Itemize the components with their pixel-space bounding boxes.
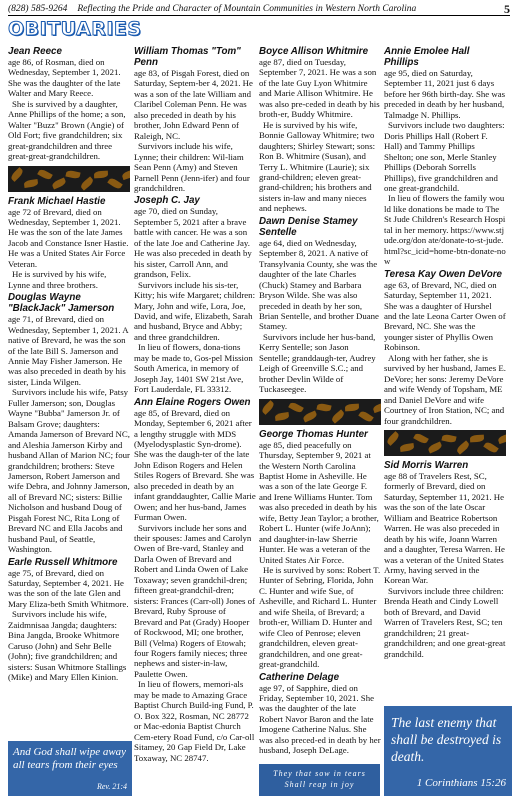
leaf-icon: [427, 441, 443, 453]
obituary-text: [384, 68, 506, 267]
obituary-paragraph: age 63, of Brevard, NC, died on Saturday, September 11, 2021. She was a daughter of Hurshel and the late Leona Carter Owen of Brevard, NC. She was the younger sister of Phyllis Owen Robinson.: [384, 279, 506, 353]
leaf-icon: [483, 441, 499, 455]
leaf-icon: [316, 402, 331, 412]
obituary-paragraph: age 83, of Pisgah Forest, died on Saturday, Septem-ber 4, 2021. He was a son of the late William and Claribel Coleman Penn. He was also preceded in death by his brother, John Edward Penn of Raleigh, NC.: [134, 68, 253, 141]
obituary-name: George Thomas Hunter: [259, 428, 368, 440]
verse-box-revelation: [8, 741, 132, 796]
leaf-icon: [345, 403, 359, 411]
verse-text: They that sow in tears Shall reap in joy: [273, 769, 366, 789]
obituary-paragraph: age 64, died on Wednesday, September 8, 2021. A native of Transylvania County, she was the daughter of the late Charles (Chuck) Stamey and Barbara Bryson Wilde. She was also preceded in death by her son, Brian Sentelle, and brother Duane Stamey.: [259, 237, 379, 332]
page-header: [8, 3, 510, 16]
leaf-icon: [275, 412, 290, 421]
obituary-paragraph: age 71, of Brevard, died on Wednesday, September 1, 2021. A native of Brevard, he was the son of the late Bill S. Jamerson and Annie May Fisher Jamerson. He was also preceded in death by his sister, Linda Wilgen.: [8, 314, 129, 387]
obituary-paragraph: age 70, died on Sunday, September 5, 2021 after a brave battle with cancer. He was a son of the late Joe and Catherine Jay. He was also preceded in death by his sister, Carroll Ann, and grandson, Felix.: [134, 206, 252, 280]
obituary-text: [134, 68, 256, 193]
verse-box-corinthians: [384, 706, 512, 796]
obituary-name: Jean Reece: [8, 46, 62, 57]
leaf-icon: [261, 400, 276, 415]
obituary-name: Teresa Kay Owen DeVore: [384, 268, 502, 280]
obituary-text: [8, 568, 130, 683]
leaf-divider-image: [259, 399, 381, 425]
obituary-text: [259, 57, 381, 214]
obituary-name: William Thomas "Tom" Penn: [134, 46, 241, 68]
verse-box-psalm: [259, 764, 380, 796]
obituary-name: Ann Elaine Rogers Owen: [134, 396, 251, 408]
obituary-text: [8, 207, 130, 291]
obituary-paragraph: Survivors include her sons and their spouses: James and Carolyn Owen of Bre-vard, Stanley and Darla Owen of Brevard and Robert and Linda Owen of Lake Toxaway; seven grandchil-dren; fifteen great-grandchil-dren; sisters: Frances (Carr-oll) Jones of Brevard, Ruby Sprouse of Brevard and Pat (Grady) Hooper of Rockwood, MI; one brother, Bill (Velma) Rogers of Etowah; four Rogers family nieces; three nephews and sister-in-law, Paulette Owen.: [134, 522, 255, 679]
obituary-text: [259, 238, 381, 395]
obituary-paragraph: Along with her father, she is survived by her husband, James E. DeVore; her sons: Jeremy DeVore and wife Wendy of Topsham, ME and Daniel DeVore and wife Courtney of Iron Station, NC; and four grandchildren.: [384, 352, 506, 426]
obituary-paragraph: age 88 of Travelers Rest, SC, formerly of Brevard, died on Saturday, September 11, 2021. He was the son of the late Oscar William and Beatrice Robertson Warren. He was also preceded in death by his wife, Joann Warren and a daughter, Teresa Warren. He was a veteran of the United States Army, having served in the Korean War.: [384, 470, 505, 586]
leaf-divider-image: [8, 166, 130, 192]
leaf-icon: [10, 167, 25, 182]
verse-text: The last enemy that shall be destroyed is death.: [391, 715, 502, 764]
header-phone: (828) 585-9264: [8, 4, 68, 14]
obituary-name: Frank Michael Hastie: [8, 195, 106, 207]
obituary-paragraph: In lieu of flowers the family would like donations be made to The St Jude Children's Research Hospital in her memory. https://www.stjude.org/don ate/donate-to-st-jude.html?sc_icid=home-btn-donate-now: [384, 193, 506, 267]
leaf-icon: [107, 176, 123, 190]
obituary-name: Sid Morris Warren: [384, 459, 469, 471]
header-tagline: Reflecting the Pride and Character of Mountain Communities in Western North Carolina: [77, 4, 417, 14]
obituary-text: [384, 471, 506, 659]
obituary-paragraph: age 87, died on Tuesday, September 7, 2021. He was a son of the late Guy Lyon Whitmire and Marie Allison Whitmire. He was also pre-ceded in death by his broth-er, Buddy Whitmire.: [259, 57, 380, 120]
obituary-name: Dawn Denise Stamey Sentelle: [259, 215, 358, 238]
leaf-icon: [358, 409, 374, 423]
obituary-paragraph: age 72 of Brevard, died on Wednesday, September 1, 2021. He was the son of the late James Jacob and Constance Isner Hastie. He was a United States Air Force Veteran.: [8, 206, 129, 269]
obituary-paragraph: Survivors include his wife, Lynne; their children: Wil-liam Sean Penn (Amy) and Steven Parnell Penn (Jenn-ifer) and four grandchildren.: [134, 141, 250, 193]
verse-text: And God shall wipe away all tears from their eyes: [13, 746, 127, 771]
obituary-name: Earle Russell Whitmore: [8, 556, 118, 568]
obituary-paragraph: Survivors include two daughters: Doris Phillips Hall (Robert F. Hall) and Tammy Phillips Shelton; one son, Merle Stanley Phillips (Deborah Sorrells Phillips), five grandchildren and one great-grandchild.: [384, 120, 505, 193]
obituary-text: [259, 683, 381, 756]
obituary-paragraph: age 85, died peacefully on Thursday, September 9, 2021 at the Western North Carolina Baptist Home in Asheville. He was a son of the late George F. and Irene Williams Hunter. Tom was also preceded in death by his wife, Betty Jean Taylor; a brother, Robert L. Hunter (wife JoAnn); and daughter-in-law Sherrie Hunter. He was a veteran of the United States Air Force.: [259, 439, 379, 565]
section-title-text: OBITUARIES: [8, 18, 142, 40]
column-3: [259, 44, 381, 756]
leaf-icon: [79, 176, 94, 190]
obituary-paragraph: age 85, of Brevard, died on Monday, September 6, 2021 after a lengthy struggle with MDS (Myelodysplastic Syn-drome). She was the daugh-ter of the late John Edison Rogers and Helen Stiles Rogers of Brevard. She was also preceded in death by an infant granddaughter, Callie Marie Owen; and her hus-band, James Furman Owen.: [134, 407, 256, 523]
leaf-icon: [413, 432, 429, 445]
leaf-icon: [37, 168, 53, 181]
obituary-paragraph: Survivors include his wife, Zaidmnisaa Jangda; daughters: Bina Jangda, Brooke Whitmore Caruso (John) and Sehr Belle (John); five grandchildren; and sisters: Susan Whitmore Stallings (Mike) and Mary Ellen Kinion.: [8, 609, 127, 683]
section-title: [8, 18, 142, 40]
obituary-text: [8, 57, 130, 162]
leaf-icon: [51, 177, 67, 189]
verse-reference: 1 Corinthians 15:26: [416, 777, 506, 789]
obituary-text: [8, 314, 130, 554]
obituary-name: Joseph C. Jay: [134, 195, 200, 207]
obituary-paragraph: He is survived by sons: Robert T. Hunter of Sebring, Florida, John C. Hunter and wife Sue, of Asheville, and Richard L. Hunter and wife Sheila, of Brevard; a broth-er, William D. Hunter and wife Cleo of Penrose; eleven grandchildren, eleven great-grandchildren, and one great-great-grandchild.: [259, 565, 381, 670]
obituary-paragraph: age 97, of Sapphire, died on Friday, September 10, 2021. She was the daughter of the late Robert Navor Baron and the late Imogene Catherine Nalus. She was also preced-ed in death by her husband, Joseph DeLage.: [259, 682, 381, 756]
leaf-divider-image: [384, 430, 506, 456]
leaf-icon: [121, 168, 130, 179]
obituary-paragraph: Survivors include three children: Brenda Heath and Cindy Lowell both of Brevard, and David Warren of Travelers Rest, SC; ten grandchildren; 21 great-grandchildren; and one great-great grandchild.: [384, 585, 506, 659]
obituary-paragraph: He is survived by his wife, Bonnie Galloway Whitmire; two daughters; Shirley Stewart; sons: Ron B. Whitmire (Susan), and Terry L. Whitmire (Laurie); six grand-children; eleven great-grand-children; his brothers and sisters in-law and many nieces and nephews.: [259, 119, 376, 214]
obituary-name: Catherine Delage: [259, 671, 340, 683]
leaf-icon: [372, 402, 381, 413]
obituary-paragraph: Survivors include his sis-ter, Kitty; his wife Margaret; children: Mary, John and wife, Lora, Joe, David, and wife, Elizabeth, Sarah and husband, Bryce and Abby; and three grandchildren.: [134, 279, 256, 342]
obituary-paragraph: In lieu of flowers, memori-als may be made to Amazing Grace Baptist Church Build-ing Fund, P. O. Box 322, Rosman, NC 28772 or Mac-edonia Baptist Church Cem-etery Road Fund, c/o Car-oll Sitamey, 20 Gap Field Dr, Lake Toxaway, NC 28747.: [134, 679, 255, 763]
obituary-paragraph: age 95, died on Saturday, September 11, 2021 just 6 days before her 96th birth-day. She was preceded in death by her husband, Talmadge N. Phillips.: [384, 68, 506, 120]
leaf-icon: [386, 431, 401, 446]
leaf-icon: [441, 433, 456, 443]
leaf-icon: [94, 170, 108, 178]
obituary-name: Boyce Allison Whitmire: [259, 46, 369, 57]
obituary-paragraph: Survivors include his wife, Patsy Fuller Jamerson; son, Douglas Wayne "Bubba" Jamerson Jr. of Balsam Grove; daughters: Amanda Jamerson of Brevard NC, and Aleshia Jamerson Kirby and husband Allan of Marion NC; four grandchildren; brothers: Steve Jamerson, Robert Jamerson and wife Debra, and Johnny Jamerson, all of Brevard NC; sisters: Billie Nicholson and husband Doug of Pisgah Forest NC, Rita Long of Brevard NC and Ella Jacobs and husband Paul, of Seattle, Washington.: [8, 387, 130, 555]
page-number: 5: [504, 1, 510, 16]
leaf-icon: [24, 179, 39, 188]
obituary-name: Annie Emolee Hall Phillips: [384, 46, 470, 68]
obituary-paragraph: In lieu of flowers, dona-tions may be made to, Gos-pel Mission South America, in memory of Joseph Jay, 1401 SW 21st Ave, Fort Lauderdale, FL 33312.: [134, 342, 253, 395]
obituary-text: [134, 206, 256, 394]
column-4: [384, 44, 506, 659]
column-2: [134, 44, 256, 763]
leaf-icon: [455, 440, 470, 454]
verse-reference: Rev. 21:4: [96, 782, 127, 791]
leaf-icon: [400, 443, 415, 452]
obituary-paragraph: age 75, of Brevard, died on Saturday, September 4, 2021. He was the son of the late Glen and Mary Eliza-beth Smith Whitmore.: [8, 567, 129, 609]
obituary-text: [384, 280, 506, 426]
leaf-icon: [302, 410, 318, 422]
leaf-icon: [497, 433, 506, 444]
obituary-name: Douglas Wayne "BlackJack" Jamerson: [8, 292, 115, 315]
obituary-paragraph: He is survived by his wife, Lynne and three brothers.: [8, 269, 107, 290]
column-1: [8, 44, 130, 683]
obituary-text: [259, 440, 381, 670]
leaf-icon: [470, 435, 484, 443]
obituary-paragraph: age 86, of Rosman, died on Wednesday, September 1, 2021. She was the daughter of the late Walter and Mary Reece.: [8, 57, 121, 99]
obituary-paragraph: Survivors include her hus-band, Kerry Sentelle; son Jason Sentelle; granddaugh-ter, Audrey Leigh of Greenville S.C.; and brother Devlin Wilde of Tuckaseegee.: [259, 331, 376, 395]
leaf-icon: [65, 169, 80, 179]
obituary-text: [134, 408, 256, 763]
obituary-paragraph: She is survived by a daughter, Anne Phillips of the home; a son, Walter "Buzz" Brown (Angie) of Old Fort; five grandchildren; six great-grandchildren and three great-great-grandchildren.: [8, 98, 126, 162]
leaf-icon: [288, 401, 304, 414]
leaf-icon: [330, 409, 345, 423]
